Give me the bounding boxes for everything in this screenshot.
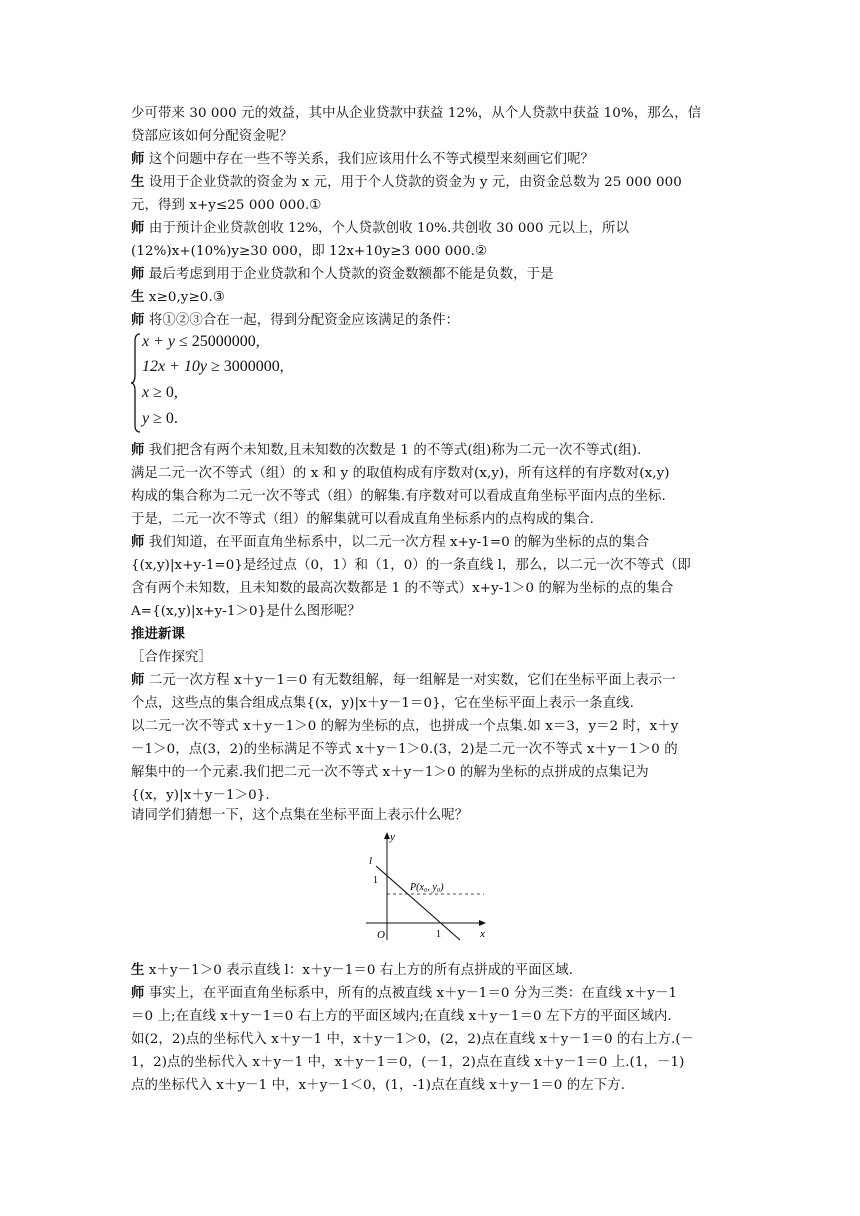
speaker-label: 师 [131,535,145,550]
point-label: P(x₀, y₀) [410,882,444,893]
text-line: {(x,y)|x+y-1=0}是经过点（0，1）和（1，0）的一条直线 l，那么，以二元一次不等式（即 [131,558,691,573]
speaker-label: 生 [131,290,145,305]
inequality-lhs: x [142,384,150,401]
dialogue-line [131,172,682,194]
y-axis-label: y [390,831,395,843]
left-brace [131,333,141,433]
dialogue-line [131,670,676,692]
dialogue-text: x＋y－1＞0 表示直线 l：x＋y－1＝0 右上方的所有点拼成的平面区域. [144,963,574,978]
dialogue-text: 这个问题中存在一些不等关系，我们应该用什么不等式模型来刻画它们呢？ [144,152,595,167]
speaker-label: 师 [131,443,145,458]
inequality-1 [142,333,260,351]
section-title: 推进新课 [131,627,185,642]
text-line: 含有两个未知数，且未知数的最高次数都是 1 的不等式）x+y-1＞0 的解为坐标的点的集合 [131,581,674,596]
x-tick-label: 1 [436,929,441,940]
inequality-rhs: ≥ 3000000, [207,358,284,375]
inequality-rhs: ≤ 25000000, [175,333,260,350]
inequality-lhs: 12x + 10y [142,358,207,375]
text-line: 少可带来 30 000 元的效益，其中从企业贷款中获益 12%，从个人贷款中获益 10%，那么，信 [131,106,702,121]
inequality-rhs: ≥ 0, [149,384,178,401]
text-line: {(x，y)|x＋y－1＞0}. [131,788,270,803]
text-line: 如(2，2)点的坐标代入 x＋y－1 中，x＋y－1＞0，(2，2)点在直线 x＋y－1＝0 的右上方.(－ [131,1032,695,1047]
dialogue-text: 最后考虑到用于企业贷款和个人贷款的资金数额都不能是负数，于是 [144,267,554,282]
speaker-label: 师 [131,986,145,1001]
text-line: 满足二元一次不等式（组）的 x 和 y 的取值构成有序数对(x,y)，所有这样的有序数对(x,y) [131,466,670,481]
text-line: 1，2)点的坐标代入 x＋y－1 中，x＋y－1＝0，(－1，2)点在直线 x＋y－1＝0 上.(1，－1) [131,1055,685,1070]
y-tick-label: 1 [373,875,378,886]
dialogue-text: 我们知道，在平面直角坐标系中，以二元一次方程 x+y-1=0 的解为坐标的点的集合 [144,535,650,550]
speaker-label: 师 [131,313,145,328]
speaker-label: 师 [131,267,145,282]
inequality-4 [142,410,178,428]
dialogue-text: 二元一次方程 x＋y－1＝0 有无数组解，每一组解是一对实数，它们在坐标平面上表示一 [144,673,676,688]
dialogue-line [131,287,225,309]
dialogue-line [131,310,459,332]
dialogue-line [131,149,594,171]
text-line: 于是，二元一次不等式（组）的解集就可以看成直角坐标系内的点构成的集合. [131,512,595,527]
dialogue-text: 设用于企业贷款的资金为 x 元，用于个人贷款的资金为 y 元，由资金总数为 25 000 000 [144,175,682,190]
text-line: (12%)x+(10%)y≥30 000，即 12x+10y≥3 000 000.② [131,244,488,259]
text-line: ＝0 上;在直线 x＋y－1＝0 右上方的平面区域内;在直线 x＋y－1＝0 左下方的平面区域内. [131,1009,672,1024]
inequality-system [131,331,351,435]
text-line: －1＞0，点(3，2)的坐标满足不等式 x＋y－1＞0.(3，2)是二元一次不等式 x＋y－1＞0 的 [131,742,678,757]
origin-label: O [377,929,385,941]
dialogue-line [131,264,554,286]
dialogue-text: x≥0,y≥0.③ [144,290,225,305]
dialogue-line [131,440,641,462]
x-axis-label: x [480,928,485,940]
text-line: 解集中的一个元素.我们把二元一次不等式 x＋y－1＞0 的解为坐标的点拼成的点集记为 [131,765,649,780]
dialogue-line [131,983,677,1005]
dialogue-text: 由于预计企业贷款创收 12%，个人贷款创收 10%.共创收 30 000 元以上，所以 [144,221,629,236]
speaker-label: 生 [131,175,145,190]
speaker-label: 师 [131,221,145,236]
text-line: 以二元一次不等式 x＋y－1＞0 的解为坐标的点，也拼成一个点集.如 x＝3，y＝2 时，x＋y [131,719,679,734]
dialogue-text: 事实上，在平面直角坐标系中，所有的点被直线 x＋y－1＝0 分为三类：在直线 x＋y－1 [144,986,678,1001]
inequality-3 [142,384,178,402]
speaker-label: 师 [131,673,145,688]
dialogue-line [131,218,629,240]
dialogue-line [131,960,573,982]
subsection-title: ［合作探究］ [131,650,212,665]
line-label: l [369,855,373,867]
text-line: 请同学们猜想一下，这个点集在坐标平面上表示什么呢？ [131,808,469,823]
speaker-label: 生 [131,963,145,978]
inequality-lhs: y [142,410,150,427]
text-line: 贷部应该如何分配资金呢？ [131,129,293,144]
text-line: A={(x,y)|x+y-1＞0}是什么图形呢？ [131,604,361,619]
speaker-label: 师 [131,152,145,167]
text-line: 构成的集合称为二元一次不等式（组）的解集.有序数对可以看成直角坐标平面内点的坐标. [131,489,666,504]
dialogue-text: 我们把含有两个未知数,且未知数的次数是 1 的不等式(组)称为二元一次不等式(组). [144,443,642,458]
coordinate-figure [364,828,494,946]
text-line: 点的坐标代入 x＋y－1 中，x＋y－1＜0，(1，-1)点在直线 x＋y－1＝0 的左下方. [131,1078,626,1093]
text-line: 元，得到 x+y≤25 000 000.① [131,198,322,213]
inequality-rhs: ≥ 0. [149,410,178,427]
text-line: 个点，这些点的集合组成点集{(x，y)|x＋y－1＝0}，它在坐标平面上表示一条直线. [131,696,634,711]
inequality-lhs: x + y [142,333,175,350]
inequality-2 [142,358,284,376]
dialogue-line [131,532,649,554]
dialogue-text: 将①②③合在一起，得到分配资金应该满足的条件： [144,313,460,328]
x-axis-arrow [479,920,486,926]
line-l [376,866,460,940]
